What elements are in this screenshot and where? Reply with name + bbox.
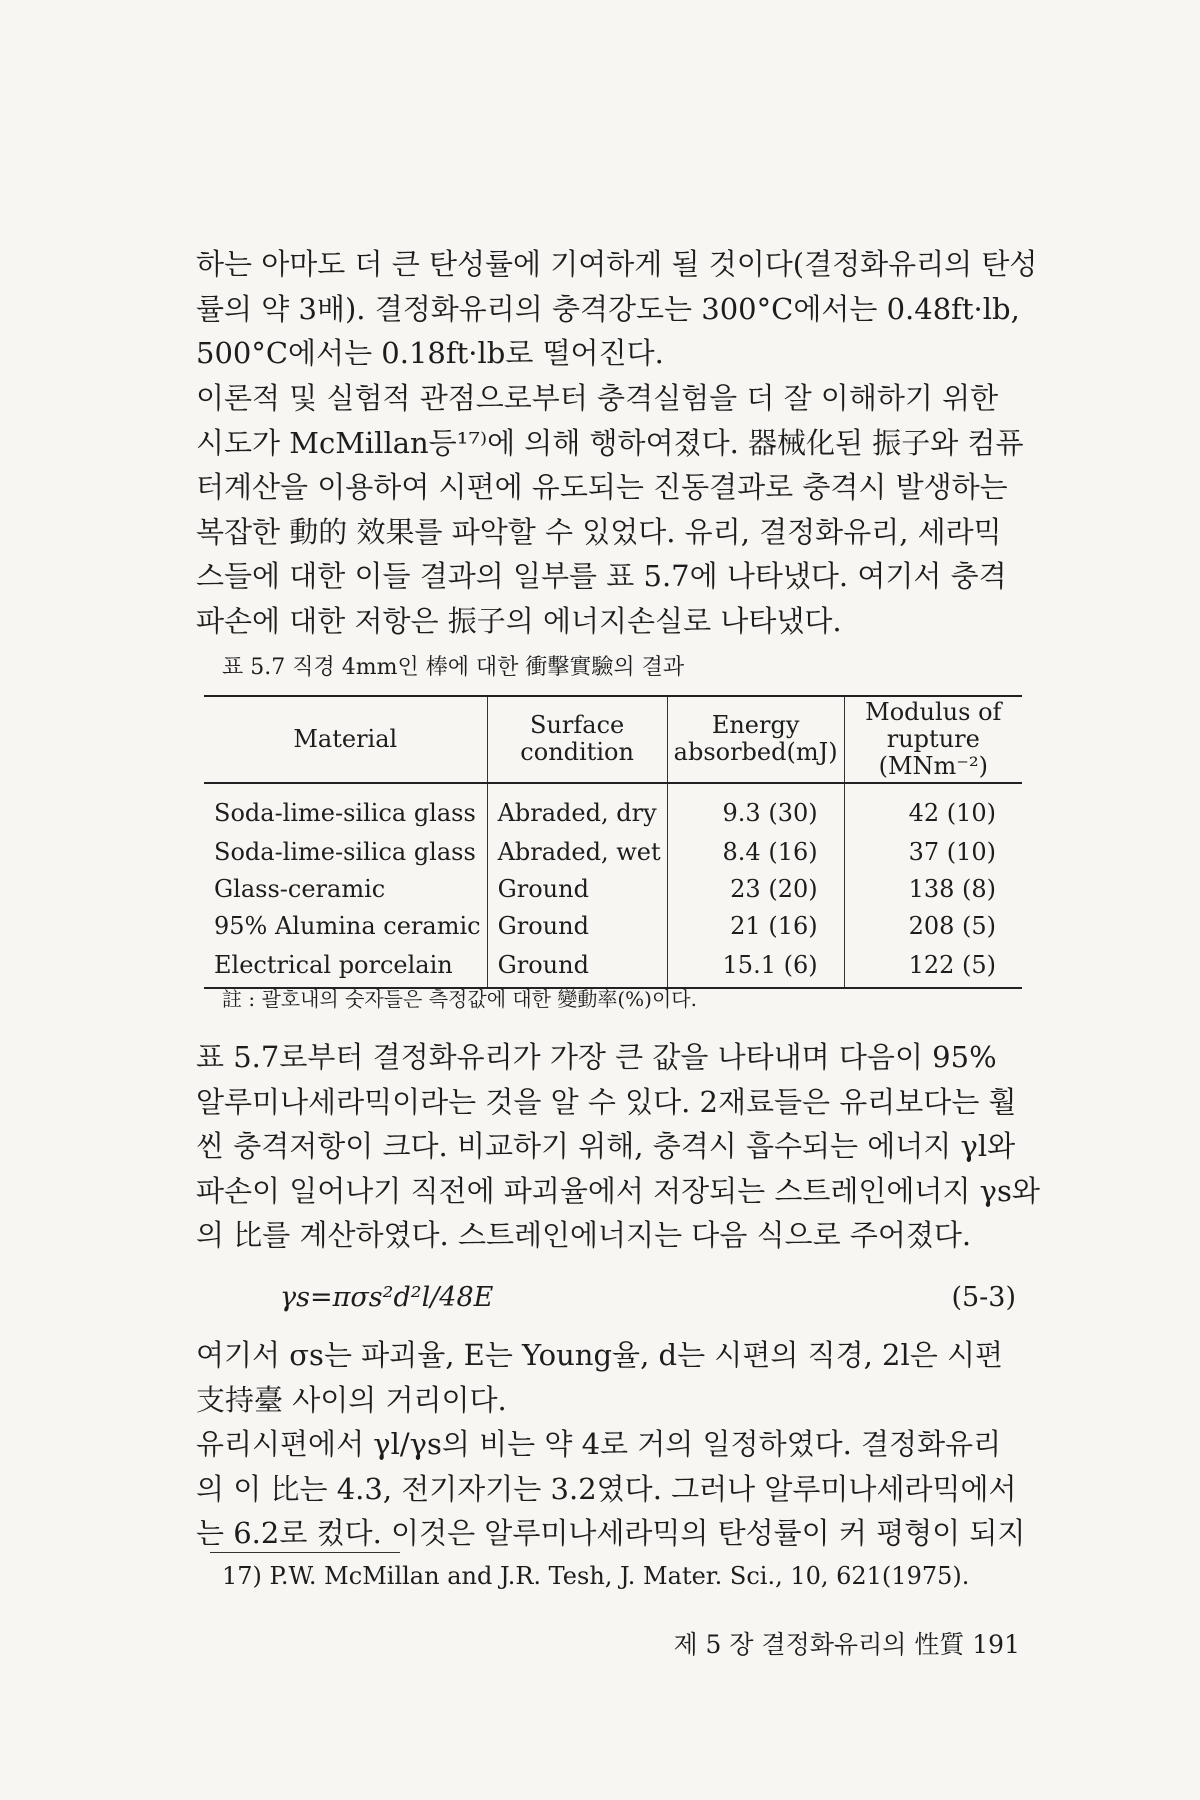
cell-surface-condition: Ground xyxy=(487,871,667,908)
text-line: 이론적 및 실험적 관점으로부터 충격실험을 더 잘 이해하기 위한 xyxy=(196,381,999,415)
impact-test-table xyxy=(204,695,1022,989)
table-caption: 표 5.7 직경 4mm인 棒에 대한 衝擊實驗의 결과 xyxy=(222,655,685,680)
equation-5-3 xyxy=(196,1276,1020,1320)
text-line: 표 5.7로부터 결정화유리가 가장 큰 값을 나타내며 다음이 95% xyxy=(196,1040,997,1074)
text-line: 의 比를 계산하였다. 스트레인에너지는 다음 식으로 주어졌다. xyxy=(196,1218,972,1252)
cell-modulus-of-rupture: 138 (8) xyxy=(844,871,1022,908)
cell-modulus-of-rupture: 208 (5) xyxy=(844,908,1022,945)
paragraph-intro-continuation xyxy=(196,242,1038,376)
cell-energy-absorbed: 23 (20) xyxy=(667,871,844,908)
cell-energy-absorbed: 15.1 (6) xyxy=(667,945,844,988)
table-row xyxy=(204,945,1022,988)
paragraph-symbols xyxy=(196,1333,1020,1422)
text-line: 支持臺 사이의 거리이다. xyxy=(196,1382,507,1417)
cell-surface-condition: Ground xyxy=(487,908,667,945)
text-line: 는 6.2로 컸다. 이것은 알루미나세라믹의 탄성률이 커 평형이 되지 xyxy=(196,1516,1026,1550)
text-line: 씬 충격저항이 크다. 비교하기 위해, 충격시 흡수되는 에너지 γl와 xyxy=(196,1129,1016,1163)
text-line: 복잡한 動的 效果를 파악할 수 있었다. 유리, 결정화유리, 세라믹 xyxy=(196,514,1002,549)
cell-material: Soda-lime-silica glass xyxy=(214,837,476,866)
text-line: 률의 약 3배). 결정화유리의 충격강도는 300°C에서는 0.48ft·lb, xyxy=(196,291,1020,326)
text-line: 파손이 일어나기 직전에 파괴율에서 저장되는 스트레인에너지 γs와 xyxy=(196,1173,1040,1208)
text-line: 알루미나세라믹이라는 것을 알 수 있다. 2재료들은 유리보다는 훨 xyxy=(196,1084,1017,1119)
paragraph-ratio xyxy=(196,1422,1026,1556)
table-header-row xyxy=(204,696,1022,783)
cell-material: 95% Alumina ceramic xyxy=(214,911,481,940)
cell-modulus-of-rupture: 122 (5) xyxy=(844,945,1022,988)
text-line: 여기서 σs는 파괴율, E는 Young율, d는 시편의 직경, 2l은 시편 xyxy=(196,1338,1004,1372)
footnote: 17) P.W. McMillan and J.R. Tesh, J. Mater. Sci., 10, 621(1975). xyxy=(222,1562,970,1590)
text-line: 스들에 대한 이들 결과의 일부를 표 5.7에 나타냈다. 여기서 충격 xyxy=(196,559,1007,593)
text-line: 의 이 比는 4.3, 전기자기는 3.2였다. 그러나 알루미나세라믹에서 xyxy=(196,1471,1017,1506)
footnote-divider xyxy=(210,1552,400,1553)
cell-surface-condition: Abraded, dry xyxy=(487,783,667,834)
cell-material: Glass-ceramic xyxy=(214,874,386,903)
table-row xyxy=(204,908,1022,945)
cell-energy-absorbed: 8.4 (16) xyxy=(667,834,844,871)
paragraph-mcmillan xyxy=(196,376,1024,643)
cell-energy-absorbed: 21 (16) xyxy=(667,908,844,945)
cell-energy-absorbed: 9.3 (30) xyxy=(667,783,844,834)
column-header-modulus-of-rupture: Modulus of rupture (MNm⁻²) xyxy=(844,696,1022,783)
table-note: 註 : 괄호내의 숫자들은 측정값에 대한 變動率(%)이다. xyxy=(222,987,697,1011)
text-line: 파손에 대한 저항은 振子의 에너지손실로 나타냈다. xyxy=(196,603,842,638)
column-header-surface-condition: Surface condition xyxy=(487,696,667,783)
page-footer: 제 5 장 결정화유리의 性質 191 xyxy=(673,1630,1020,1659)
paragraph-analysis xyxy=(196,1035,1040,1258)
text-line: 하는 아마도 더 큰 탄성률에 기여하게 될 것이다(결정화유리의 탄성 xyxy=(196,247,1038,281)
table-row xyxy=(204,783,1022,834)
equation-formula: γs=πσs²d²l/48E xyxy=(280,1282,494,1313)
cell-modulus-of-rupture: 42 (10) xyxy=(844,783,1022,834)
text-line: 유리시편에서 γl/γs의 비는 약 4로 거의 일정하였다. 결정화유리 xyxy=(196,1427,1002,1461)
text-line: 시도가 McMillan등¹⁷⁾에 의해 행하여졌다. 器械化된 振子와 컴퓨 xyxy=(196,425,1024,460)
cell-material: Electrical porcelain xyxy=(204,945,487,988)
cell-modulus-of-rupture: 37 (10) xyxy=(844,834,1022,871)
column-header-material: Material xyxy=(204,696,487,783)
cell-surface-condition: Ground xyxy=(487,945,667,988)
table-row xyxy=(204,871,1022,908)
column-header-energy-absorbed: Energy absorbed(mJ) xyxy=(667,696,844,783)
cell-surface-condition: Abraded, wet xyxy=(487,834,667,871)
table-row xyxy=(204,834,1022,871)
cell-material: Soda-lime-silica glass xyxy=(214,799,476,828)
equation-number: (5-3) xyxy=(951,1282,1016,1313)
text-line: 500°C에서는 0.18ft·lb로 떨어진다. xyxy=(196,336,664,370)
text-line: 터계산을 이용하여 시편에 유도되는 진동결과로 충격시 발생하는 xyxy=(196,470,1008,504)
